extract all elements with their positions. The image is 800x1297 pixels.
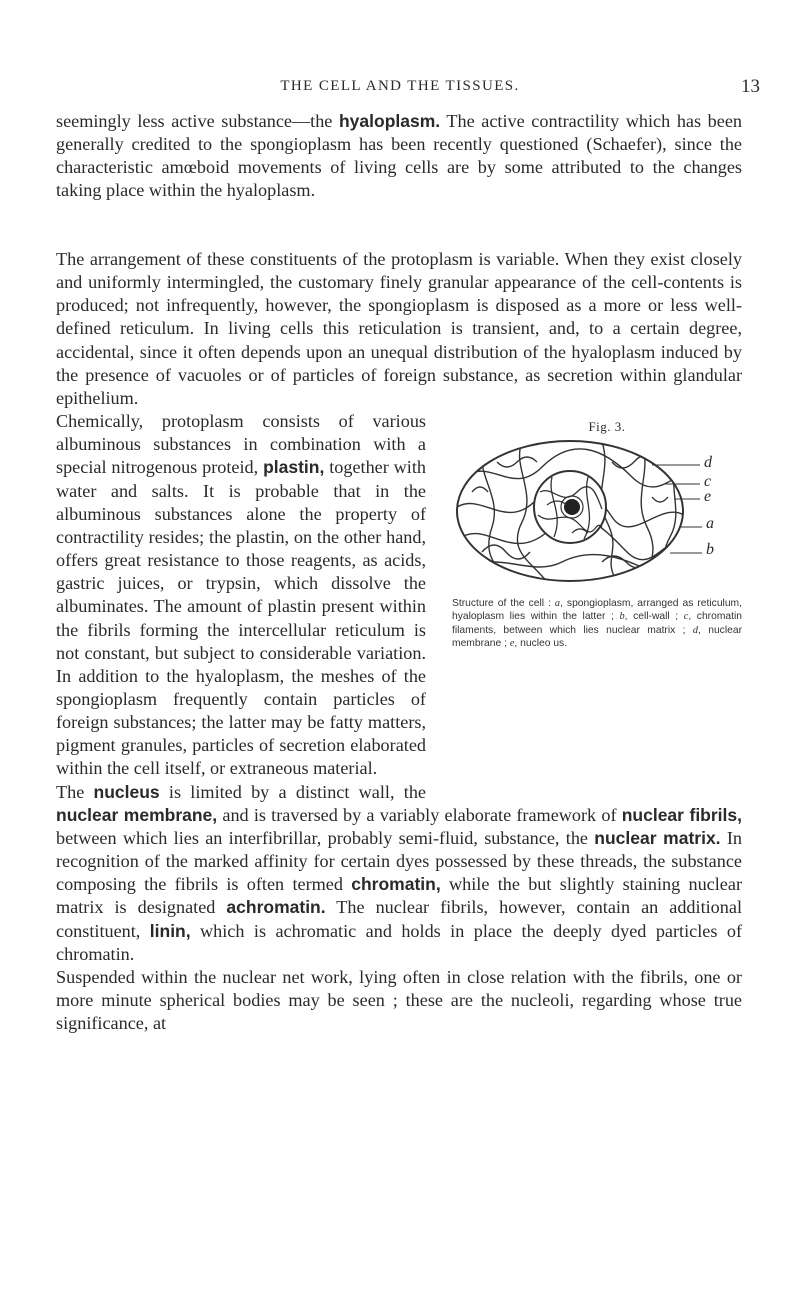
paragraph-chemistry: Chemically, protoplasm consists of various albuminous substances in combination with a special nitrogenous proteid, plastin, together with water and salts. It is probable that in the albuminous substances alone the property of contractility resides; the plastin, on the other hand, offers great resistance to those reagents, as acids, gastric juices, or trypsin, which dissolve the albuminates. The amount of plastin present within the fibrils forming the intercellular reticulum is not constant, but subject to considerable variation. In addition to the hyaloplasm, the meshes of the spongioplasm frequently contain particles of foreign substances; the latter may be fatty matters, pigment granules, particles of secretion elaborated within the cell itself, or extraneous material. bbox=[56, 411, 426, 779]
label-b: b bbox=[706, 541, 714, 558]
term-hyaloplasm: hyaloplasm. bbox=[338, 111, 441, 131]
paragraph-nucleus: The nucleus is limited by a distinct wall, the nuclear membrane, and is traversed by a variably elaborate framework of nuclear fibrils, between which lies an interfibrillar, probably semi-fluid, substance, the nuclear matrix. In recognition of the marked affinity for certain dyes possessed by these threads, the substance composing the fibrils is often termed chromatin, while the but slightly staining nuclear matrix is designated achromatin. The nuclear fibrils, however, contain an additional constituent, linin, which is achromatic and holds in place the deeply dyed particles of chromatin. bbox=[56, 781, 743, 964]
paragraph-hyaloplasm: seemingly less active substance—the hyaloplasm. The active contractility which has been generally credited to the spongioplasm has been recently questioned (Schaefer), since the characteristic amœboid movements of living cells are by some attributed to the changes taking place within the hyaloplasm. bbox=[56, 111, 743, 201]
paragraph-nucleoli: Suspended within the nuclear net work, lying often in close relation with the fibrils, one or more minute spherical bodies may be seen ; these are the nucleoli, regarding whose true significance, at bbox=[56, 966, 742, 1034]
paragraph-arrangement: The arrangement of these constituents of the protoplasm is variable. When they exist closely and uniformly intermingled, the customary finely granular appearance of the cell-contents is produced; not infrequently, however, the spongioplasm is disposed as a more or less well-defined reticulum. In living cells this reticulation is transient, and, to a certain degree, accidental, since it often depends upon an unequal distribution of the hyaloplasm induced by the presence of vacuoles or of particles of foreign substance, as secretion within glandular epithelium. bbox=[56, 249, 742, 408]
label-d: d bbox=[704, 454, 712, 471]
figure-spacer bbox=[442, 414, 742, 782]
body-text bbox=[56, 110, 742, 203]
label-a: a bbox=[706, 515, 714, 532]
figure-caption: Structure of the cell : a, spongioplasm, arranged as reticulum, hyaloplasm lies within the latter ; b, cell-wall ; c, chromatin filaments, between which lies nuclear matrix ; d, nuclear membrane ; e, nucleo us. bbox=[452, 598, 743, 650]
main-flow bbox=[56, 248, 742, 1035]
figure-label: Fig. 3. bbox=[588, 419, 626, 434]
page-number: 13 bbox=[741, 76, 760, 97]
label-e: e bbox=[704, 488, 712, 505]
label-c: c bbox=[704, 473, 712, 490]
running-head: THE CELL AND THE TISSUES. bbox=[280, 78, 520, 94]
